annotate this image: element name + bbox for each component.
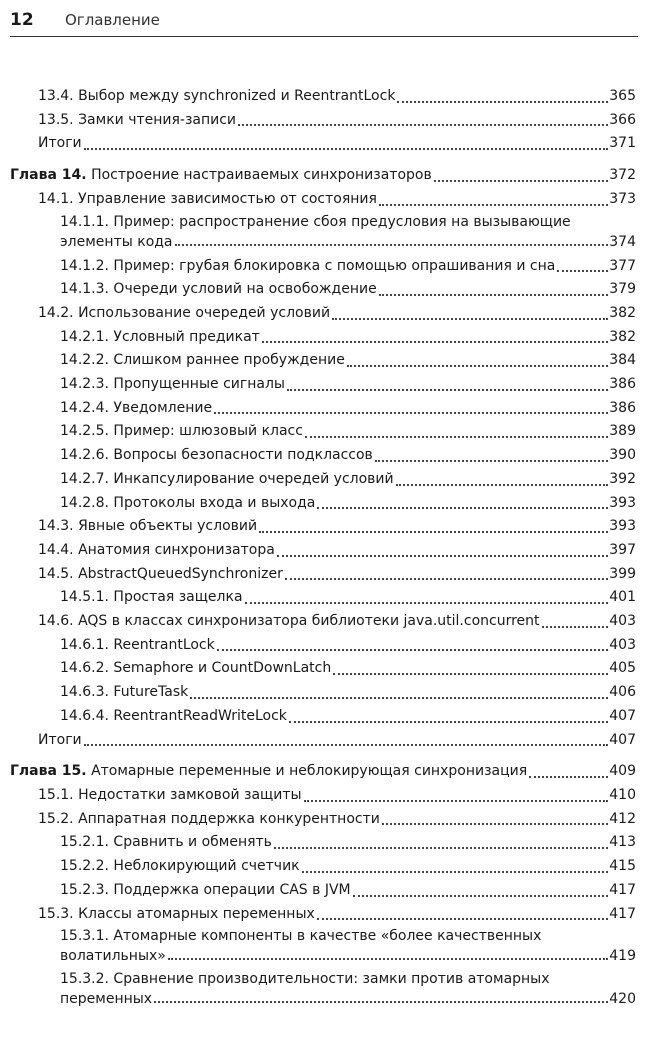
dot-leader <box>274 845 608 849</box>
toc-entry-title <box>60 831 272 855</box>
toc-entry-text: 14.6.4. ReentrantReadWriteLock <box>60 707 287 724</box>
dot-leader <box>84 742 609 746</box>
toc-entry[interactable] <box>0 539 636 563</box>
toc-entry-text: 14.4. Анатомия синхронизатора <box>38 541 275 558</box>
toc-entry[interactable] <box>0 492 636 516</box>
toc-entry-page: 412 <box>609 810 636 827</box>
toc-entry[interactable] <box>0 705 636 729</box>
toc-entry-text: 14.1. Управление зависимостью от состояния <box>38 190 377 207</box>
toc-entry-title <box>60 278 377 302</box>
toc-entry-title <box>60 255 555 279</box>
toc-entry-text: 14.2.4. Уведомление <box>60 399 213 416</box>
toc-entry-page: 371 <box>609 135 636 152</box>
dot-leader <box>529 774 608 778</box>
toc-entry-page: 379 <box>609 281 636 298</box>
toc-entry-text: 14.2.7. Инкапсулирование очередей условий <box>60 470 394 487</box>
toc-entry-title <box>60 326 260 350</box>
toc-entry-title <box>60 586 243 610</box>
toc-entry-title <box>10 760 527 784</box>
toc-entry[interactable] <box>0 729 636 753</box>
toc-entry-text: 14.2.6. Вопросы безопасности подклассов <box>60 447 373 464</box>
toc-entry-page: 366 <box>609 111 636 128</box>
toc-entry[interactable] <box>0 373 636 397</box>
toc-entry-title <box>38 729 82 753</box>
dot-leader <box>382 821 608 825</box>
toc-entry[interactable] <box>0 326 636 350</box>
dot-leader <box>287 387 608 391</box>
toc-entry-title-line1: 15.3.2. Сравнение производительности: замки против атомарных <box>60 971 550 988</box>
toc-entry-title <box>38 132 82 156</box>
toc-entry-text: Итоги <box>38 135 82 152</box>
toc-entry-page: 410 <box>609 786 636 803</box>
toc-entry-title <box>60 634 215 658</box>
toc-entry-page: 377 <box>609 257 636 274</box>
toc-entry[interactable] <box>0 634 636 658</box>
toc-entry-title <box>60 397 212 421</box>
toc-entry-title <box>38 563 283 587</box>
toc-entry-text: Атомарные переменные и неблокирующая синхронизация <box>91 763 528 780</box>
toc-entry-text: 14.2. Использование очередей условий <box>38 304 331 321</box>
toc-entry-title <box>38 610 540 634</box>
toc-entry-title <box>60 705 287 729</box>
toc-entry-text: 15.2.2. Неблокирующий счетчик <box>60 858 300 875</box>
toc-entry[interactable] <box>0 468 636 492</box>
toc-entry-text: 14.5. AbstractQueuedSynchronizer <box>38 565 283 582</box>
toc-entry-page: 386 <box>609 376 636 393</box>
toc-entry[interactable] <box>0 926 636 969</box>
toc-entry-text: 14.2.5. Пример: шлюзовый класс <box>60 423 303 440</box>
toc-entry-title <box>38 808 380 832</box>
toc-entry-text: 14.2.2. Слишком раннее пробуждение <box>60 352 345 369</box>
toc-entry-page: 417 <box>609 881 636 898</box>
toc-entry-page: 419 <box>609 948 636 965</box>
toc-entry-text: 14.6.3. FutureTask <box>60 684 189 701</box>
toc-entry-text: 14.1.3. Очереди условий на освобождение <box>60 281 377 298</box>
toc-entry-page: 415 <box>609 858 636 875</box>
toc-entry-page: 392 <box>609 470 636 487</box>
toc-entry[interactable] <box>0 903 636 927</box>
toc-entry-page: 406 <box>609 684 636 701</box>
toc-entry[interactable] <box>0 302 636 326</box>
toc-entry-title-line1: 14.1.1. Пример: распространение сбоя предусловия на вызывающие <box>60 213 571 230</box>
toc-entry[interactable] <box>0 855 636 879</box>
toc-entry-title-line1: 15.3.1. Атомарные компоненты в качестве «более качественных <box>60 928 542 945</box>
table-of-contents <box>0 75 652 1012</box>
toc-entry[interactable] <box>0 610 636 634</box>
dot-leader <box>168 956 608 960</box>
toc-entry-text: 15.2.1. Сравнить и обменять <box>60 834 272 851</box>
toc-entry[interactable] <box>0 444 636 468</box>
toc-entry-text: 15.3. Классы атомарных переменных <box>38 905 315 922</box>
toc-entry-page: 401 <box>609 589 636 606</box>
toc-entry[interactable] <box>0 278 636 302</box>
toc-entry-text: 14.1.2. Пример: грубая блокировка с помощью опрашивания и сна <box>60 257 556 274</box>
toc-entry[interactable] <box>0 420 636 444</box>
dot-leader <box>375 458 608 462</box>
toc-entry-second-line <box>60 989 636 1009</box>
toc-entry-title <box>38 784 302 808</box>
toc-entry[interactable] <box>0 969 636 1012</box>
toc-entry-text: 14.6.2. Semaphore и CountDownLatch <box>60 660 332 677</box>
toc-entry-text: 15.2.3. Поддержка операции CAS в JVM <box>60 881 351 898</box>
toc-chapter-entry[interactable] <box>0 164 636 188</box>
dot-leader <box>259 529 608 533</box>
toc-entry-text: 14.5.1. Простая защелка <box>60 589 243 606</box>
dot-leader <box>214 410 608 414</box>
toc-entry-title-line2: волатильных» <box>60 948 166 965</box>
dot-leader <box>333 671 608 675</box>
toc-entry-text: Итоги <box>38 731 82 748</box>
toc-entry-title <box>60 657 331 681</box>
toc-entry-page: 373 <box>609 190 636 207</box>
toc-entry-page: 393 <box>609 518 636 535</box>
toc-entry-title <box>38 539 275 563</box>
chapter-label: Глава 14. <box>10 167 87 184</box>
dot-leader <box>302 869 609 873</box>
toc-entry[interactable] <box>0 132 636 156</box>
toc-entry-title <box>38 188 377 212</box>
toc-entry-page: 384 <box>609 352 636 369</box>
toc-entry[interactable] <box>0 212 636 255</box>
toc-entry-page: 405 <box>609 660 636 677</box>
toc-entry-text: 14.2.8. Протоколы входа и выхода <box>60 494 316 511</box>
toc-entry-page: 382 <box>609 328 636 345</box>
toc-entry[interactable] <box>0 681 636 705</box>
dot-leader <box>277 553 608 557</box>
dot-leader <box>238 122 608 126</box>
toc-entry[interactable] <box>0 349 636 373</box>
toc-entry[interactable] <box>0 831 636 855</box>
toc-entry[interactable] <box>0 85 636 109</box>
toc-entry-text: 15.1. Недостатки замковой защиты <box>38 786 302 803</box>
toc-entry-page: 417 <box>609 905 636 922</box>
toc-entry-page: 372 <box>609 167 636 184</box>
toc-entry-text: Построение настраиваемых синхронизаторов <box>91 167 432 184</box>
toc-entry-title <box>60 468 394 492</box>
dot-leader <box>397 99 608 103</box>
toc-entry-title <box>60 373 285 397</box>
toc-entry-page: 407 <box>609 707 636 724</box>
toc-entry-title-line2: элементы кода <box>60 233 173 250</box>
toc-entry-page: 365 <box>609 88 636 104</box>
dot-leader <box>396 482 609 486</box>
toc-entry-page: 397 <box>609 541 636 558</box>
toc-entry[interactable] <box>0 784 636 808</box>
toc-chapter-entry[interactable] <box>0 760 636 784</box>
toc-entry-page: 389 <box>609 423 636 440</box>
toc-entry-second-line <box>60 232 636 252</box>
toc-entry-page: 420 <box>609 991 636 1008</box>
dot-leader <box>305 434 608 438</box>
dot-leader <box>542 624 609 628</box>
toc-entry-page: 413 <box>609 834 636 851</box>
toc-entry-title <box>60 444 373 468</box>
toc-entry[interactable] <box>0 586 636 610</box>
toc-entry-title <box>60 855 300 879</box>
toc-entry[interactable] <box>0 657 636 681</box>
toc-entry[interactable] <box>0 397 636 421</box>
dot-leader <box>434 178 609 182</box>
toc-entry-title <box>38 85 395 109</box>
toc-entry[interactable] <box>0 109 636 133</box>
dot-leader <box>347 363 608 367</box>
dot-leader <box>317 916 608 920</box>
dot-leader <box>557 268 608 272</box>
dot-leader <box>353 893 609 897</box>
toc-entry-text: 14.2.1. Условный предикат <box>60 328 260 345</box>
toc-entry-text: 14.3. Явные объекты условий <box>38 518 258 535</box>
toc-entry[interactable] <box>0 255 636 279</box>
toc-entry-title <box>38 903 315 927</box>
toc-entry[interactable] <box>0 808 636 832</box>
toc-entry-text: 14.6. AQS в классах синхронизатора библиотеки java.util.concurrent <box>38 613 540 630</box>
toc-entry-title <box>38 109 236 133</box>
toc-entry-page: 409 <box>609 763 636 780</box>
toc-entry-page: 374 <box>609 233 636 250</box>
toc-entry-title <box>60 879 351 903</box>
toc-entry-page: 390 <box>609 447 636 464</box>
toc-entry[interactable] <box>0 563 636 587</box>
toc-entry-text: 13.4. Выбор между synchronized и ReentrantLock <box>38 88 396 104</box>
toc-entry-text: 15.2. Аппаратная поддержка конкурентности <box>38 810 380 827</box>
toc-entry-page: 399 <box>609 565 636 582</box>
toc-entry[interactable] <box>0 879 636 903</box>
dot-leader <box>285 576 608 580</box>
toc-entry-page: 407 <box>609 731 636 748</box>
toc-entry-second-line <box>60 946 636 966</box>
toc-entry-page: 403 <box>609 613 636 630</box>
dot-leader <box>175 242 609 246</box>
toc-entry-page: 393 <box>609 494 636 511</box>
toc-entry-title <box>60 349 345 373</box>
running-head-title: Оглавление <box>65 11 160 29</box>
toc-entry-title-line2: переменных <box>60 991 153 1008</box>
dot-leader <box>379 202 608 206</box>
toc-entry-page: 403 <box>609 636 636 653</box>
toc-entry-title <box>60 420 303 444</box>
dot-leader <box>379 292 609 296</box>
toc-entry[interactable] <box>0 188 636 212</box>
toc-entry-title <box>10 164 432 188</box>
toc-entry-page: 382 <box>609 304 636 321</box>
page-header <box>10 6 638 37</box>
toc-entry[interactable] <box>0 515 636 539</box>
dot-leader <box>332 316 608 320</box>
toc-entry-title <box>38 302 330 326</box>
toc-entry-title <box>38 515 257 539</box>
dot-leader <box>190 695 608 699</box>
toc-entry-text: 13.5. Замки чтения-записи <box>38 111 237 128</box>
dot-leader <box>245 600 609 604</box>
dot-leader <box>262 339 608 343</box>
dot-leader <box>217 647 609 651</box>
page-number: 12 <box>10 10 34 30</box>
toc-entry-text: 14.2.3. Пропущенные сигналы <box>60 376 285 393</box>
dot-leader <box>304 798 609 802</box>
toc-entry-title <box>60 492 315 516</box>
toc-entry-page: 386 <box>609 399 636 416</box>
chapter-label: Глава 15. <box>10 763 87 780</box>
dot-leader <box>84 146 609 150</box>
dot-leader <box>289 719 608 723</box>
dot-leader <box>154 999 608 1003</box>
toc-entry-title <box>60 681 188 705</box>
toc-entry-text: 14.6.1. ReentrantLock <box>60 636 215 653</box>
dot-leader <box>317 505 608 509</box>
